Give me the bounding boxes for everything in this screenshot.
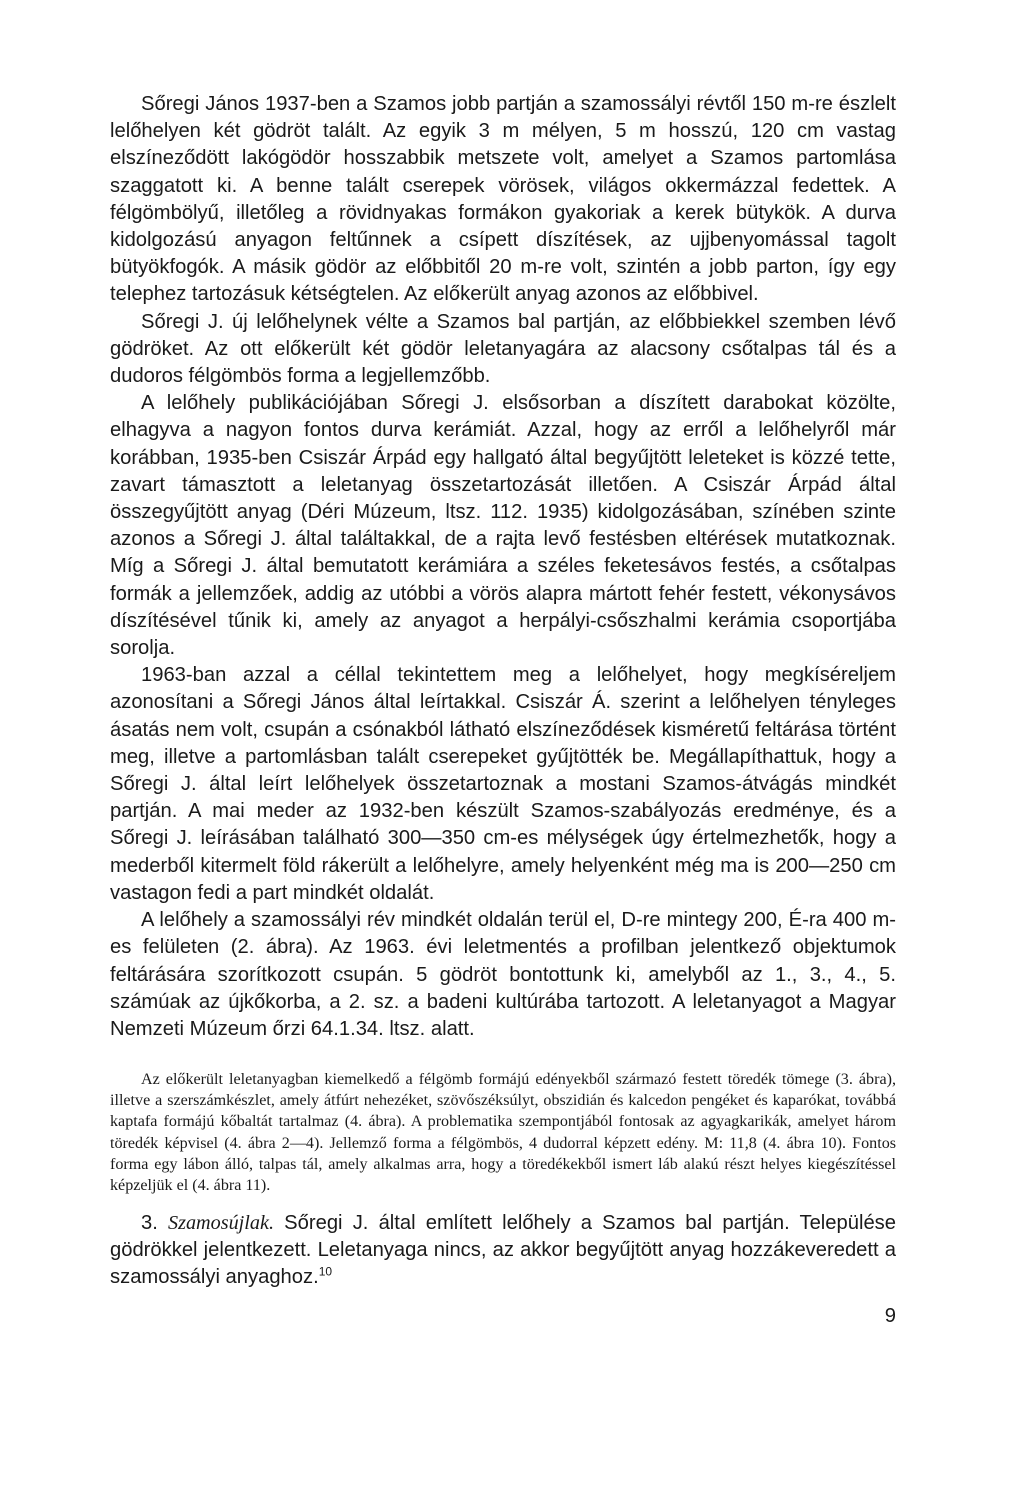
main-body-text — [110, 91, 896, 1043]
section-paragraph — [110, 1210, 896, 1292]
paragraph-1: Sőregi János 1937-ben a Szamos jobb partján a szamossályi révtől 150 m-re észlelt lelőhelyen két gödröt talált. Az egyik 3 m mélyen, 5 m hosszú, 120 cm vastag elszíneződött lakógödör hosszabbik metszete volt, amelyet a Szamos partomlása szaggatott ki. A benne talált cserepek vörösek, világos okkermázzal fedettek. A félgömbölyű, illetőleg a rövidnyakas formákon gyakoriak a kerek bütykök. A durva kidolgozású anyagon feltűnnek a csípett díszítések, az ujjbenyomással tagolt bütyökfogók. A másik gödör az előbbitől 20 m-re volt, szintén a jobb parton, így egy telephez tartozásuk kétségtelen. Az előkerült anyag azonos az előbbivel. — [110, 93, 896, 306]
small-print-text — [110, 1069, 896, 1196]
paragraph-2: Sőregi J. új lelőhelynek vélte a Szamos bal partján, az előbbiekkel szemben lévő gödröket. Az ott előkerült két gödör leletanyagára az alacsony csőtalpas tál és a dudoros félgömbös forma a legjellemzőbb. — [110, 310, 896, 388]
paragraph-4: 1963-ban azzal a céllal tekintettem meg a lelőhelyet, hogy megkíséreljem azonosítani a Sőregi János által leírtakkal. Csiszár Á. szerint a lelőhelyen tényleges ásatás nem volt, csupán a csónakból látható elszíneződések kisméretű feltárása történt meg, illetve a partomlásban talált cserepeket gyűjtötték be. Megállapíthattuk, hogy a Sőregi J. által leírt lelőhelyek összetartoznak a mostani Szamos-átvágás mindkét partján. A mai meder az 1932-ben készült Szamos-szabályozás eredménye, és a Sőregi J. leírásában található 300—350 cm-es mélységek úgy értelmezhetők, hogy a mederből kitermelt föld rákerült a lelőhelyre, amely helyenként még ma is 200—250 cm vastagon fedi a part mindkét oldalát. — [110, 664, 896, 904]
section-szamosujlak — [110, 1210, 896, 1292]
page-number: 9 — [884, 1305, 896, 1327]
section-number: 3. — [141, 1212, 158, 1234]
small-paragraph: Az előkerült leletanyagban kiemelkedő a félgömb formájú edényekből származó festett töredék tömege (3. ábra), illetve a szerszámkészlet, amely átfúrt nehezéket, szövőszéksúlyt, obszidián és kalcedon pengéket és kaparókat, továbbá kaptafa formájú kőbaltát tartalmaz (4. ábra). A problematika szempontjából fontosak az agyagkarikák, amelyet három töredék képvisel (4. ábra 2—4). Jellemző forma a félgömbös, 4 dudorral képzett edény. M: 11,8 (4. ábra 10). Fontos forma egy lábon álló, talpas tál, amely alkalmas arra, hogy a töredékekből ismert láb alakú részt helyes kiegészítéssel képzeljük el (4. ábra 11). — [110, 1071, 896, 1195]
footnote-ref[interactable]: 10 — [318, 1264, 333, 1279]
section-place-name: Szamosújlak. — [168, 1212, 274, 1234]
paragraph-3: A lelőhely publikációjában Sőregi J. elsősorban a díszített darabokat közölte, elhagyva a nagyon fontos durva kerámiát. Azzal, hogy az erről a lelőhelyről már korábban, 1935-ben Csiszár Árpád egy hallgató által begyűjtött leleteket is közzé tette, zavart támasztott a leletanyag összetartozását illetően. A Csiszár Árpád által összegyűjtött anyag (Déri Múzeum, ltsz. 112. 1935) kidolgozásában, színében szinte azonos a Sőregi J. által találtakkal, de a rajta levő festésben eltérések mutatkoznak. Míg a Sőregi J. által bemutatott kerámiára a széles feketesávos festés, a csőtalpas formák a jellemzőek, addig az utóbbi a vörös alapra mártott fehér festett, vékonysávos díszítésével tűnik ki, amely az anyagot a herpályi-csőszhalmi kerámia csoportjába sorolja. — [110, 392, 896, 660]
section-text: Sőregi J. által említett lelőhely a Szamos bal partján. Települése gödrökkel jelentkezett. Leletanyaga nincs, az akkor begyűjtött anyag hozzákeveredett a szamossályi anyaghoz. — [110, 1212, 896, 1289]
paragraph-5: A lelőhely a szamossályi rév mindkét oldalán terül el, D-re mintegy 200, É-ra 400 m-es felületen (2. ábra). Az 1963. évi leletmentés a profilban jelentkező objektumok feltárására szorítkozott csupán. 5 gödröt bontottunk ki, amelyből az 1., 3., 4., 5. számúak az újkőkorba, a 2. sz. a badeni kultúrába tartozott. A leletanyagot a Magyar Nemzeti Múzeum őrzi 64.1.34. ltsz. alatt. — [110, 909, 896, 1040]
